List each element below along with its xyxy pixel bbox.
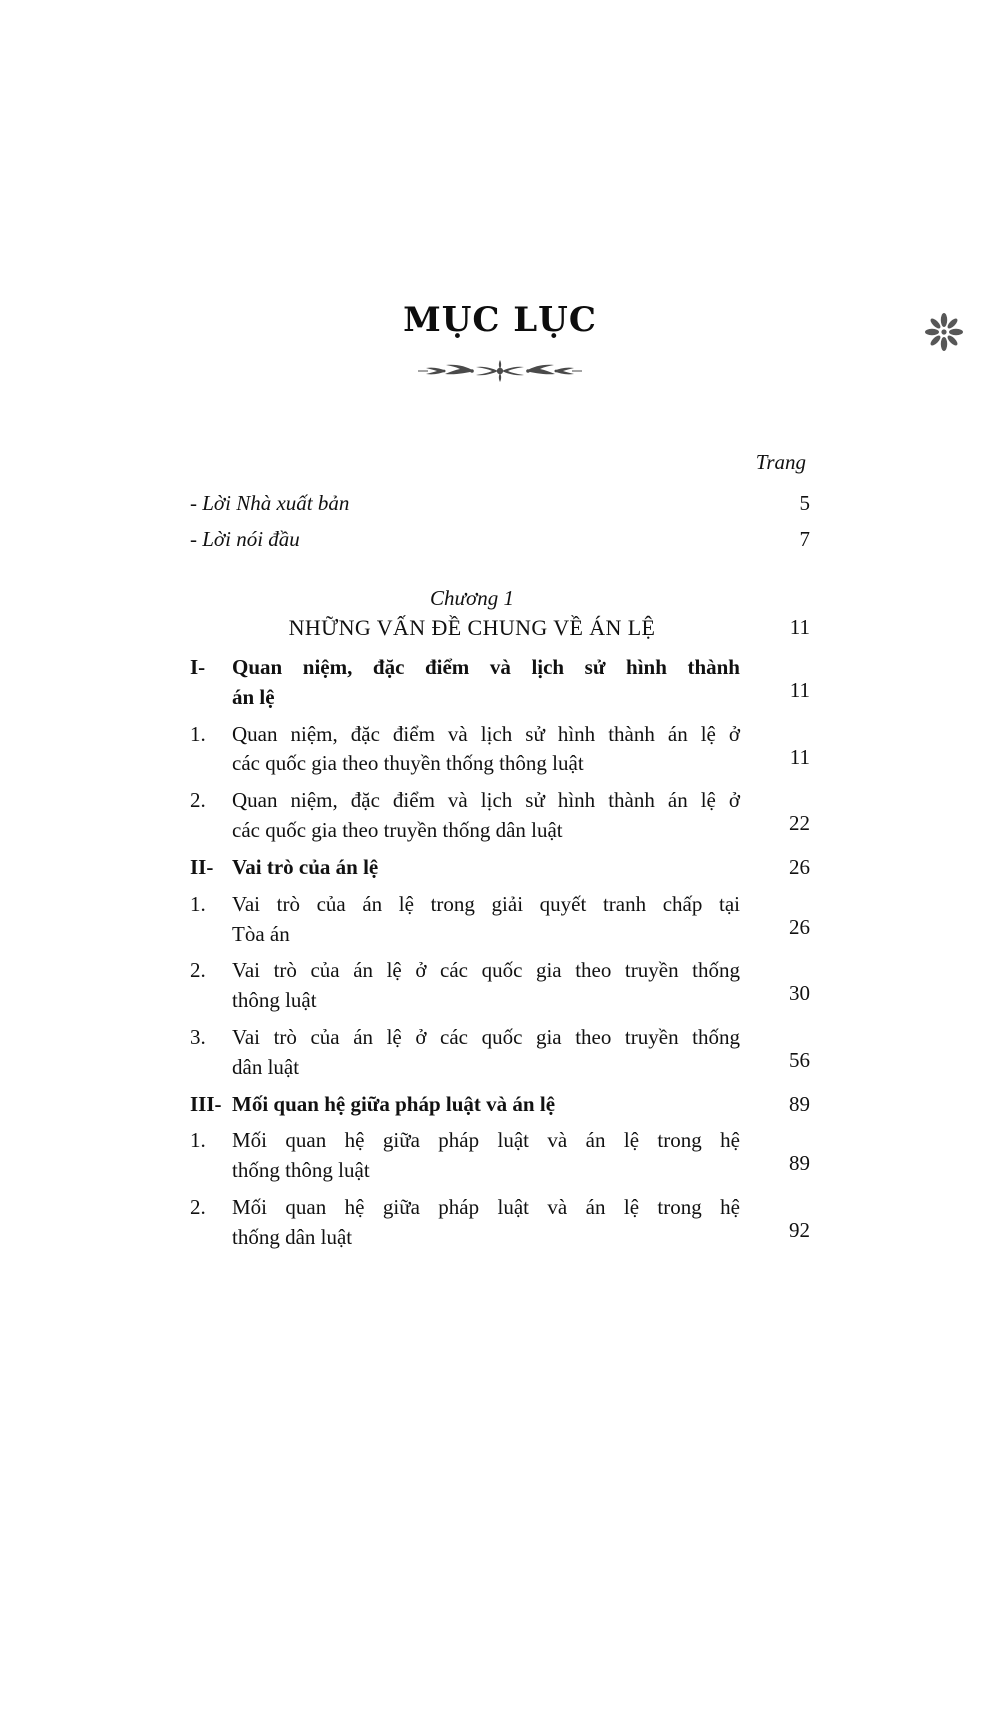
toc-entry-numeral: II- bbox=[190, 854, 214, 879]
page-column-header: Trang bbox=[755, 450, 806, 474]
title-block bbox=[0, 300, 1000, 388]
toc-entry-line1: Vai trò của án lệ bbox=[232, 854, 379, 879]
toc-entry-numeral: III- bbox=[190, 1091, 222, 1116]
toc-entry[interactable] bbox=[190, 1023, 810, 1083]
toc-entry-page-holder bbox=[754, 720, 810, 770]
toc-front-item[interactable] bbox=[190, 491, 810, 516]
toc-entry-page: 22 bbox=[789, 811, 810, 836]
chapter-label: Chương 1 bbox=[430, 586, 514, 610]
toc-entry-label bbox=[232, 956, 754, 1016]
toc-entry-page: 30 bbox=[789, 981, 810, 1006]
toc-entry-line1: Quan niệm, đặc điểm và lịch sử hình thành bbox=[232, 655, 740, 679]
toc-entry-line1: Mối quan hệ giữa pháp luật và án lệ trong hệ bbox=[232, 1128, 740, 1153]
toc-entry-line1: Mối quan hệ giữa pháp luật và án lệ trong hệ bbox=[232, 1195, 740, 1219]
chapter-heading[interactable] bbox=[190, 586, 810, 641]
toc-entry-label bbox=[232, 786, 754, 846]
toc-entry[interactable] bbox=[190, 1090, 810, 1120]
toc-entry-numeral: I- bbox=[190, 655, 206, 679]
toc-entry-numeral: 1. bbox=[190, 891, 206, 916]
page-title: MỤC LỤC bbox=[403, 300, 597, 340]
toc-entry-page-holder bbox=[754, 786, 810, 836]
toc-entry-line1: Vai trò của án lệ ở các quốc gia theo truyền thống bbox=[232, 1024, 740, 1049]
toc-entry-page: 89 bbox=[789, 1151, 810, 1176]
toc-front-page: 5 bbox=[799, 491, 810, 515]
toc-entry-page-holder bbox=[754, 956, 810, 1006]
toc-entry-line2: thống dân luật bbox=[232, 1224, 353, 1249]
toc-entry-line1: Quan niệm, đặc điểm và lịch sử hình thành án lệ ở bbox=[232, 788, 740, 813]
toc-entry[interactable] bbox=[190, 720, 810, 780]
toc-entry[interactable] bbox=[190, 956, 810, 1016]
toc-entry[interactable] bbox=[190, 1193, 810, 1253]
toc-entry-page: 92 bbox=[789, 1218, 810, 1242]
toc-entry-numeral: 2. bbox=[190, 1195, 206, 1219]
toc-entry-line1: Quan niệm, đặc điểm và lịch sử hình thành án lệ ở bbox=[232, 721, 740, 746]
toc-entry[interactable] bbox=[190, 853, 810, 883]
toc-entry-page-holder bbox=[754, 890, 810, 940]
toc-entry-label bbox=[232, 1090, 754, 1120]
toc-entry-numeral: 1. bbox=[190, 1128, 206, 1153]
toc-entry-line2: các quốc gia theo truyền thống dân luật bbox=[232, 818, 563, 843]
toc-entry-line1: Vai trò của án lệ trong giải quyết tranh chấp tại bbox=[232, 891, 740, 916]
toc-entry-label bbox=[232, 853, 754, 883]
toc-entry-page: 89 bbox=[789, 1091, 810, 1116]
toc-front-label: - Lời Nhà xuất bản bbox=[190, 491, 350, 515]
toc-entry-page-holder bbox=[754, 653, 810, 703]
toc-entry-label bbox=[232, 1193, 754, 1253]
toc-entry-line2: các quốc gia theo thuyền thống thông luật bbox=[232, 751, 584, 776]
toc-entry-line2: án lệ bbox=[232, 684, 275, 709]
toc-entry-line1: Mối quan hệ giữa pháp luật và án lệ bbox=[232, 1091, 556, 1116]
toc-entry-numeral: 1. bbox=[190, 721, 206, 746]
toc-entry-page: 11 bbox=[789, 744, 810, 769]
toc-entry-label bbox=[232, 1023, 754, 1083]
chapter-page: 11 bbox=[789, 615, 810, 639]
toc-entry-line2: Tòa án bbox=[232, 921, 290, 946]
toc-entry-label bbox=[232, 890, 754, 950]
toc-entry[interactable] bbox=[190, 890, 810, 950]
toc-entry-page: 56 bbox=[789, 1047, 810, 1072]
toc-entry-page: 26 bbox=[789, 914, 810, 939]
toc-entry[interactable] bbox=[190, 786, 810, 846]
toc-entry[interactable] bbox=[190, 653, 810, 713]
floral-divider-icon bbox=[400, 354, 600, 388]
toc-entry-label bbox=[232, 1126, 754, 1186]
toc-entry-page-holder bbox=[754, 1126, 810, 1176]
chapter-title: NHỮNG VẤN ĐỀ CHUNG VỀ ÁN LỆ bbox=[288, 615, 656, 640]
toc-entry[interactable] bbox=[190, 1126, 810, 1186]
toc-front-label: - Lời nói đầu bbox=[190, 527, 300, 551]
toc-entry-page-holder bbox=[754, 1193, 810, 1243]
document-page bbox=[0, 300, 1000, 1714]
toc-front-page: 7 bbox=[799, 527, 810, 551]
toc-entry-numeral: 2. bbox=[190, 788, 206, 813]
toc-entry-line2: thống thông luật bbox=[232, 1158, 370, 1183]
toc-entry-label bbox=[232, 720, 754, 780]
toc-entry-line2: dân luật bbox=[232, 1054, 300, 1079]
toc-entry-line2: thông luật bbox=[232, 988, 317, 1013]
toc-entry-label bbox=[232, 653, 754, 713]
table-of-contents bbox=[190, 450, 810, 1253]
toc-entry-page: 26 bbox=[789, 854, 810, 879]
toc-entry-numeral: 2. bbox=[190, 958, 206, 983]
toc-entry-page-holder bbox=[754, 1023, 810, 1073]
toc-entry-page: 11 bbox=[789, 678, 810, 702]
toc-entry-line1: Vai trò của án lệ ở các quốc gia theo truyền thống bbox=[232, 958, 740, 983]
toc-entry-numeral: 3. bbox=[190, 1024, 206, 1049]
flower-ornament-icon bbox=[924, 312, 964, 352]
toc-front-item[interactable] bbox=[190, 527, 810, 552]
